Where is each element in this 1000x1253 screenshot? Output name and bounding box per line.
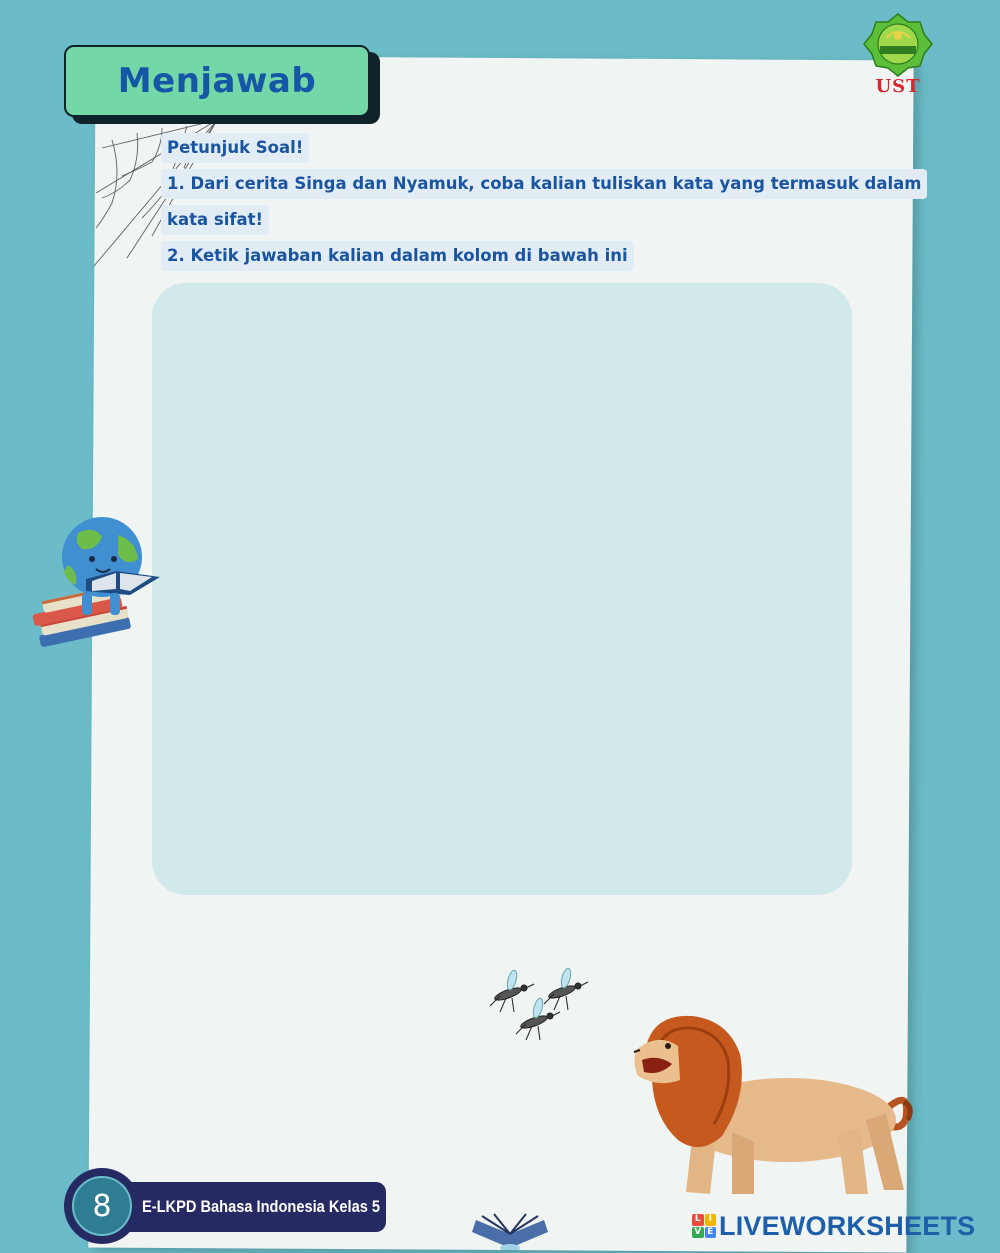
liveworksheets-logo-icon	[692, 1214, 716, 1238]
logo-emblem-icon	[862, 12, 934, 78]
brand-letter-e: E	[705, 1227, 717, 1239]
school-logo	[862, 12, 934, 100]
brand-letter-v: V	[692, 1227, 704, 1239]
instruction-heading: Petunjuk Soal!	[161, 133, 309, 163]
mosquitoes-illustration	[482, 962, 594, 1050]
roaring-lion-illustration	[628, 1010, 918, 1205]
instruction-line-2: 2. Ketik jawaban kalian dalam kolom di bawah ini	[161, 241, 634, 271]
open-book-decoration	[470, 1212, 550, 1250]
page-number-badge	[64, 1168, 140, 1244]
answer-input[interactable]	[152, 283, 852, 895]
page-number: 8	[92, 1188, 112, 1224]
logo-text: UST	[875, 76, 921, 97]
liveworksheets-brand[interactable]	[692, 1210, 975, 1242]
brand-letter-l: L	[692, 1214, 704, 1226]
page-number-inner	[72, 1176, 132, 1236]
globe-reading-book-illustration	[30, 515, 170, 665]
liveworksheets-wordmark: LIVEWORKSHEETS	[719, 1210, 976, 1241]
instruction-line-1: 1. Dari cerita Singa dan Nyamuk, coba kalian tuliskan kata yang termasuk dalam	[161, 169, 927, 199]
title-banner	[64, 45, 370, 117]
instruction-line-1-continued: kata sifat!	[161, 205, 269, 235]
page-title: Menjawab	[117, 61, 317, 101]
footer-banner	[118, 1182, 386, 1232]
brand-letter-i: I	[705, 1214, 717, 1226]
footer-subtitle: E-LKPD Bahasa Indonesia Kelas 5	[142, 1197, 381, 1216]
